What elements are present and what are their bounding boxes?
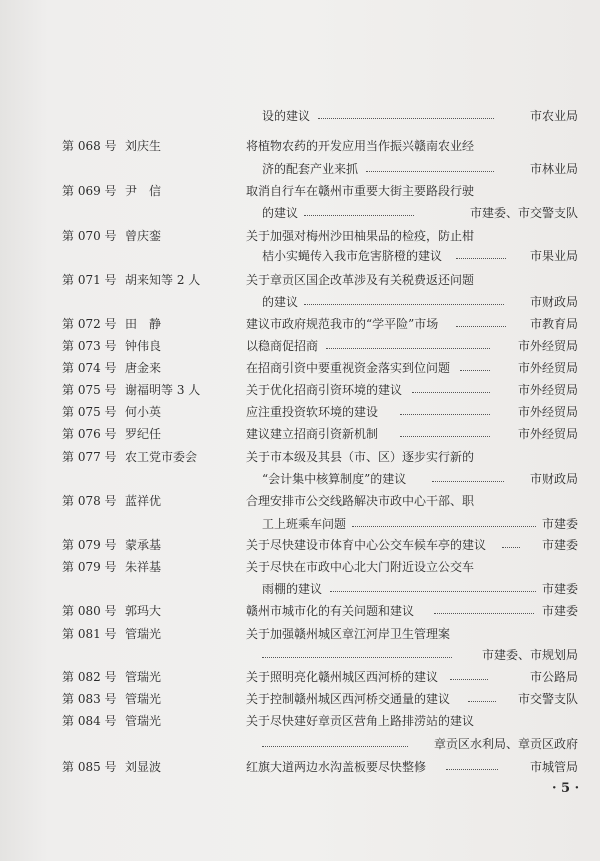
- entry-row: [0, 469, 600, 489]
- proposer-name: 曾庆銮: [125, 229, 162, 243]
- department: 市交警支队: [517, 692, 578, 706]
- entry-title: 赣州市城市化的有关问题和建议: [246, 604, 415, 618]
- leader-dots: [262, 657, 452, 658]
- entry-row: [0, 535, 600, 555]
- entry-title: 关于照明亮化赣州城区西河桥的建议: [246, 670, 439, 684]
- department: 市果业局: [529, 249, 578, 263]
- entry-title: 关于尽快在市政中心北大门附近设立公交车: [246, 560, 475, 574]
- entry-title: 关于加强赣州城区章江河岸卫生管理案: [246, 627, 451, 641]
- department: 市建委、市交警支队: [469, 206, 578, 220]
- proposal-number: 第 070 号: [62, 229, 117, 243]
- entry-row: [0, 757, 600, 777]
- leader-dots: [456, 326, 506, 327]
- entry-row: [0, 667, 600, 687]
- entry-row: [0, 624, 600, 644]
- proposer-name: 朱祥基: [125, 560, 162, 574]
- proposer-name: 刘显波: [125, 760, 162, 774]
- entry-title: 建议市政府规范我市的“学平险”市场: [246, 317, 439, 331]
- leader-dots: [304, 215, 414, 216]
- leader-dots: [468, 701, 496, 702]
- proposal-number: 第 079 号: [62, 538, 117, 552]
- leader-dots: [400, 436, 490, 437]
- leader-dots: [262, 746, 408, 747]
- department: 市建委、市规划局: [481, 648, 578, 662]
- department: 市外经贸局: [517, 427, 578, 441]
- proposer-name: 胡来知等 2 人: [125, 273, 201, 287]
- entry-title: 红旗大道两边水沟盖板要尽快整修: [246, 760, 427, 774]
- leader-dots: [450, 679, 488, 680]
- proposal-number: 第 069 号: [62, 184, 117, 198]
- entry-row: [0, 358, 600, 378]
- department: 章贡区水利局、章贡区政府: [433, 737, 578, 751]
- leader-dots: [330, 591, 536, 592]
- proposal-number: 第 075 号: [62, 405, 117, 419]
- entry-title: 雨棚的建议: [262, 582, 323, 596]
- proposal-number: 第 077 号: [62, 450, 117, 464]
- leader-dots: [412, 392, 490, 393]
- entry-row: [0, 491, 600, 511]
- proposer-name: 管瑞光: [125, 627, 162, 641]
- entry-title: “会计集中核算制度”的建议: [262, 472, 407, 486]
- entry-row: [0, 514, 600, 534]
- department: 市财政局: [529, 295, 578, 309]
- entry-row: [0, 159, 600, 179]
- department: 市外经贸局: [517, 361, 578, 375]
- entry-title: 的建议: [262, 295, 299, 309]
- entry-row: [0, 181, 600, 201]
- leader-dots: [366, 171, 494, 172]
- entry-row: [0, 424, 600, 444]
- entry-title: 以稳商促招商: [246, 339, 319, 353]
- department: 市财政局: [529, 472, 578, 486]
- proposal-number: 第 073 号: [62, 339, 117, 353]
- entry-title: 建议建立招商引资新机制: [246, 427, 379, 441]
- department: 市建委: [541, 538, 578, 552]
- leader-dots: [304, 304, 504, 305]
- leader-dots: [318, 118, 494, 119]
- entry-row: [0, 689, 600, 709]
- proposer-name: 管瑞光: [125, 692, 162, 706]
- entry-row: [0, 203, 600, 223]
- entry-title: 关于控制赣州城区西河桥交通量的建议: [246, 692, 451, 706]
- proposer-name: 谢福明等 3 人: [125, 383, 201, 397]
- proposer-name: 罗纪任: [125, 427, 162, 441]
- proposer-name: 管瑞光: [125, 670, 162, 684]
- proposal-number: 第 068 号: [62, 139, 117, 153]
- department: 市建委: [541, 582, 578, 596]
- proposal-number: 第 071 号: [62, 273, 117, 287]
- proposal-number: 第 078 号: [62, 494, 117, 508]
- proposal-number: 第 083 号: [62, 692, 117, 706]
- leader-dots: [434, 613, 534, 614]
- proposal-number: 第 082 号: [62, 670, 117, 684]
- proposal-number: 第 072 号: [62, 317, 117, 331]
- department: 市建委: [541, 517, 578, 531]
- proposal-number: 第 081 号: [62, 627, 117, 641]
- entry-row: [0, 402, 600, 422]
- department: 市城管局: [529, 760, 578, 774]
- proposer-name: 管瑞光: [125, 714, 162, 728]
- page-number: · 5 ·: [552, 781, 580, 796]
- entry-row: [0, 579, 600, 599]
- leader-dots: [400, 414, 490, 415]
- proposal-number: 第 084 号: [62, 714, 117, 728]
- department: 市建委: [541, 604, 578, 618]
- entry-title: 设的建议: [262, 109, 311, 123]
- proposer-name: 农工党市委会: [125, 450, 198, 464]
- proposer-name: 郭玛大: [125, 604, 162, 618]
- entry-row: [0, 447, 600, 467]
- entry-title: 合理安排市公交线路解决市政中心干部、职: [246, 494, 475, 508]
- entry-title: 关于章贡区国企改革涉及有关税费返还问题: [246, 273, 475, 287]
- entry-row: [0, 734, 600, 754]
- entry-row: [0, 645, 600, 665]
- entry-title: 关于尽快建好章贡区营角上路排涝站的建议: [246, 714, 475, 728]
- entry-title: 关于优化招商引资环境的建议: [246, 383, 403, 397]
- entry-row: [0, 336, 600, 356]
- entry-row: [0, 601, 600, 621]
- entry-row: [0, 314, 600, 334]
- entry-title: 桔小实蝇传入我市危害脐橙的建议: [262, 249, 443, 263]
- entry-row: [0, 270, 600, 290]
- proposer-name: 蓝祥优: [125, 494, 162, 508]
- entry-title: 济的配套产业来抓: [262, 162, 359, 176]
- entry-row: [0, 246, 600, 266]
- proposal-number: 第 076 号: [62, 427, 117, 441]
- department: 市公路局: [529, 670, 578, 684]
- leader-dots: [456, 258, 506, 259]
- leader-dots: [446, 769, 498, 770]
- department: 市教育局: [529, 317, 578, 331]
- department: 市外经贸局: [517, 383, 578, 397]
- department: 市外经贸局: [517, 339, 578, 353]
- proposer-name: 田 静: [125, 317, 162, 331]
- entry-title: 将植物农药的开发应用当作振兴赣南农业经: [246, 139, 475, 153]
- department: 市农业局: [529, 109, 578, 123]
- entry-row: [0, 711, 600, 731]
- proposal-number: 第 075 号: [62, 383, 117, 397]
- entry-row: [0, 292, 600, 312]
- leader-dots: [460, 370, 490, 371]
- proposer-name: 钟伟良: [125, 339, 162, 353]
- entry-title: 在招商引资中要重视资金落实到位问题: [246, 361, 451, 375]
- entry-title: 关于加强对梅州沙田柚果品的检疫，防止柑: [246, 229, 475, 243]
- entry-title: 的建议: [262, 206, 299, 220]
- proposer-name: 唐金来: [125, 361, 162, 375]
- entry-title: 应注重投资软环境的建设: [246, 405, 379, 419]
- entry-row: [0, 226, 600, 246]
- proposal-number: 第 074 号: [62, 361, 117, 375]
- entry-row: [0, 136, 600, 156]
- entry-row: [0, 106, 600, 126]
- entry-title: 工上班乘车问题: [262, 517, 347, 531]
- department: 市外经贸局: [517, 405, 578, 419]
- entry-row: [0, 557, 600, 577]
- leader-dots: [326, 348, 490, 349]
- leader-dots: [432, 481, 504, 482]
- entry-title: 关于尽快建设市体育中心公交车候车亭的建议: [246, 538, 487, 552]
- proposer-name: 尹 信: [125, 184, 162, 198]
- proposer-name: 刘庆生: [125, 139, 162, 153]
- proposal-number: 第 079 号: [62, 560, 117, 574]
- proposal-number: 第 080 号: [62, 604, 117, 618]
- proposer-name: 蒙承基: [125, 538, 162, 552]
- proposal-number: 第 085 号: [62, 760, 117, 774]
- entry-title: 取消自行车在赣州市重要大街主要路段行驶: [246, 184, 475, 198]
- leader-dots: [502, 547, 520, 548]
- department: 市林业局: [529, 162, 578, 176]
- entry-row: [0, 380, 600, 400]
- entry-title: 关于市本级及其县（市、区）逐步实行新的: [246, 450, 475, 464]
- leader-dots: [352, 526, 536, 527]
- proposer-name: 何小英: [125, 405, 162, 419]
